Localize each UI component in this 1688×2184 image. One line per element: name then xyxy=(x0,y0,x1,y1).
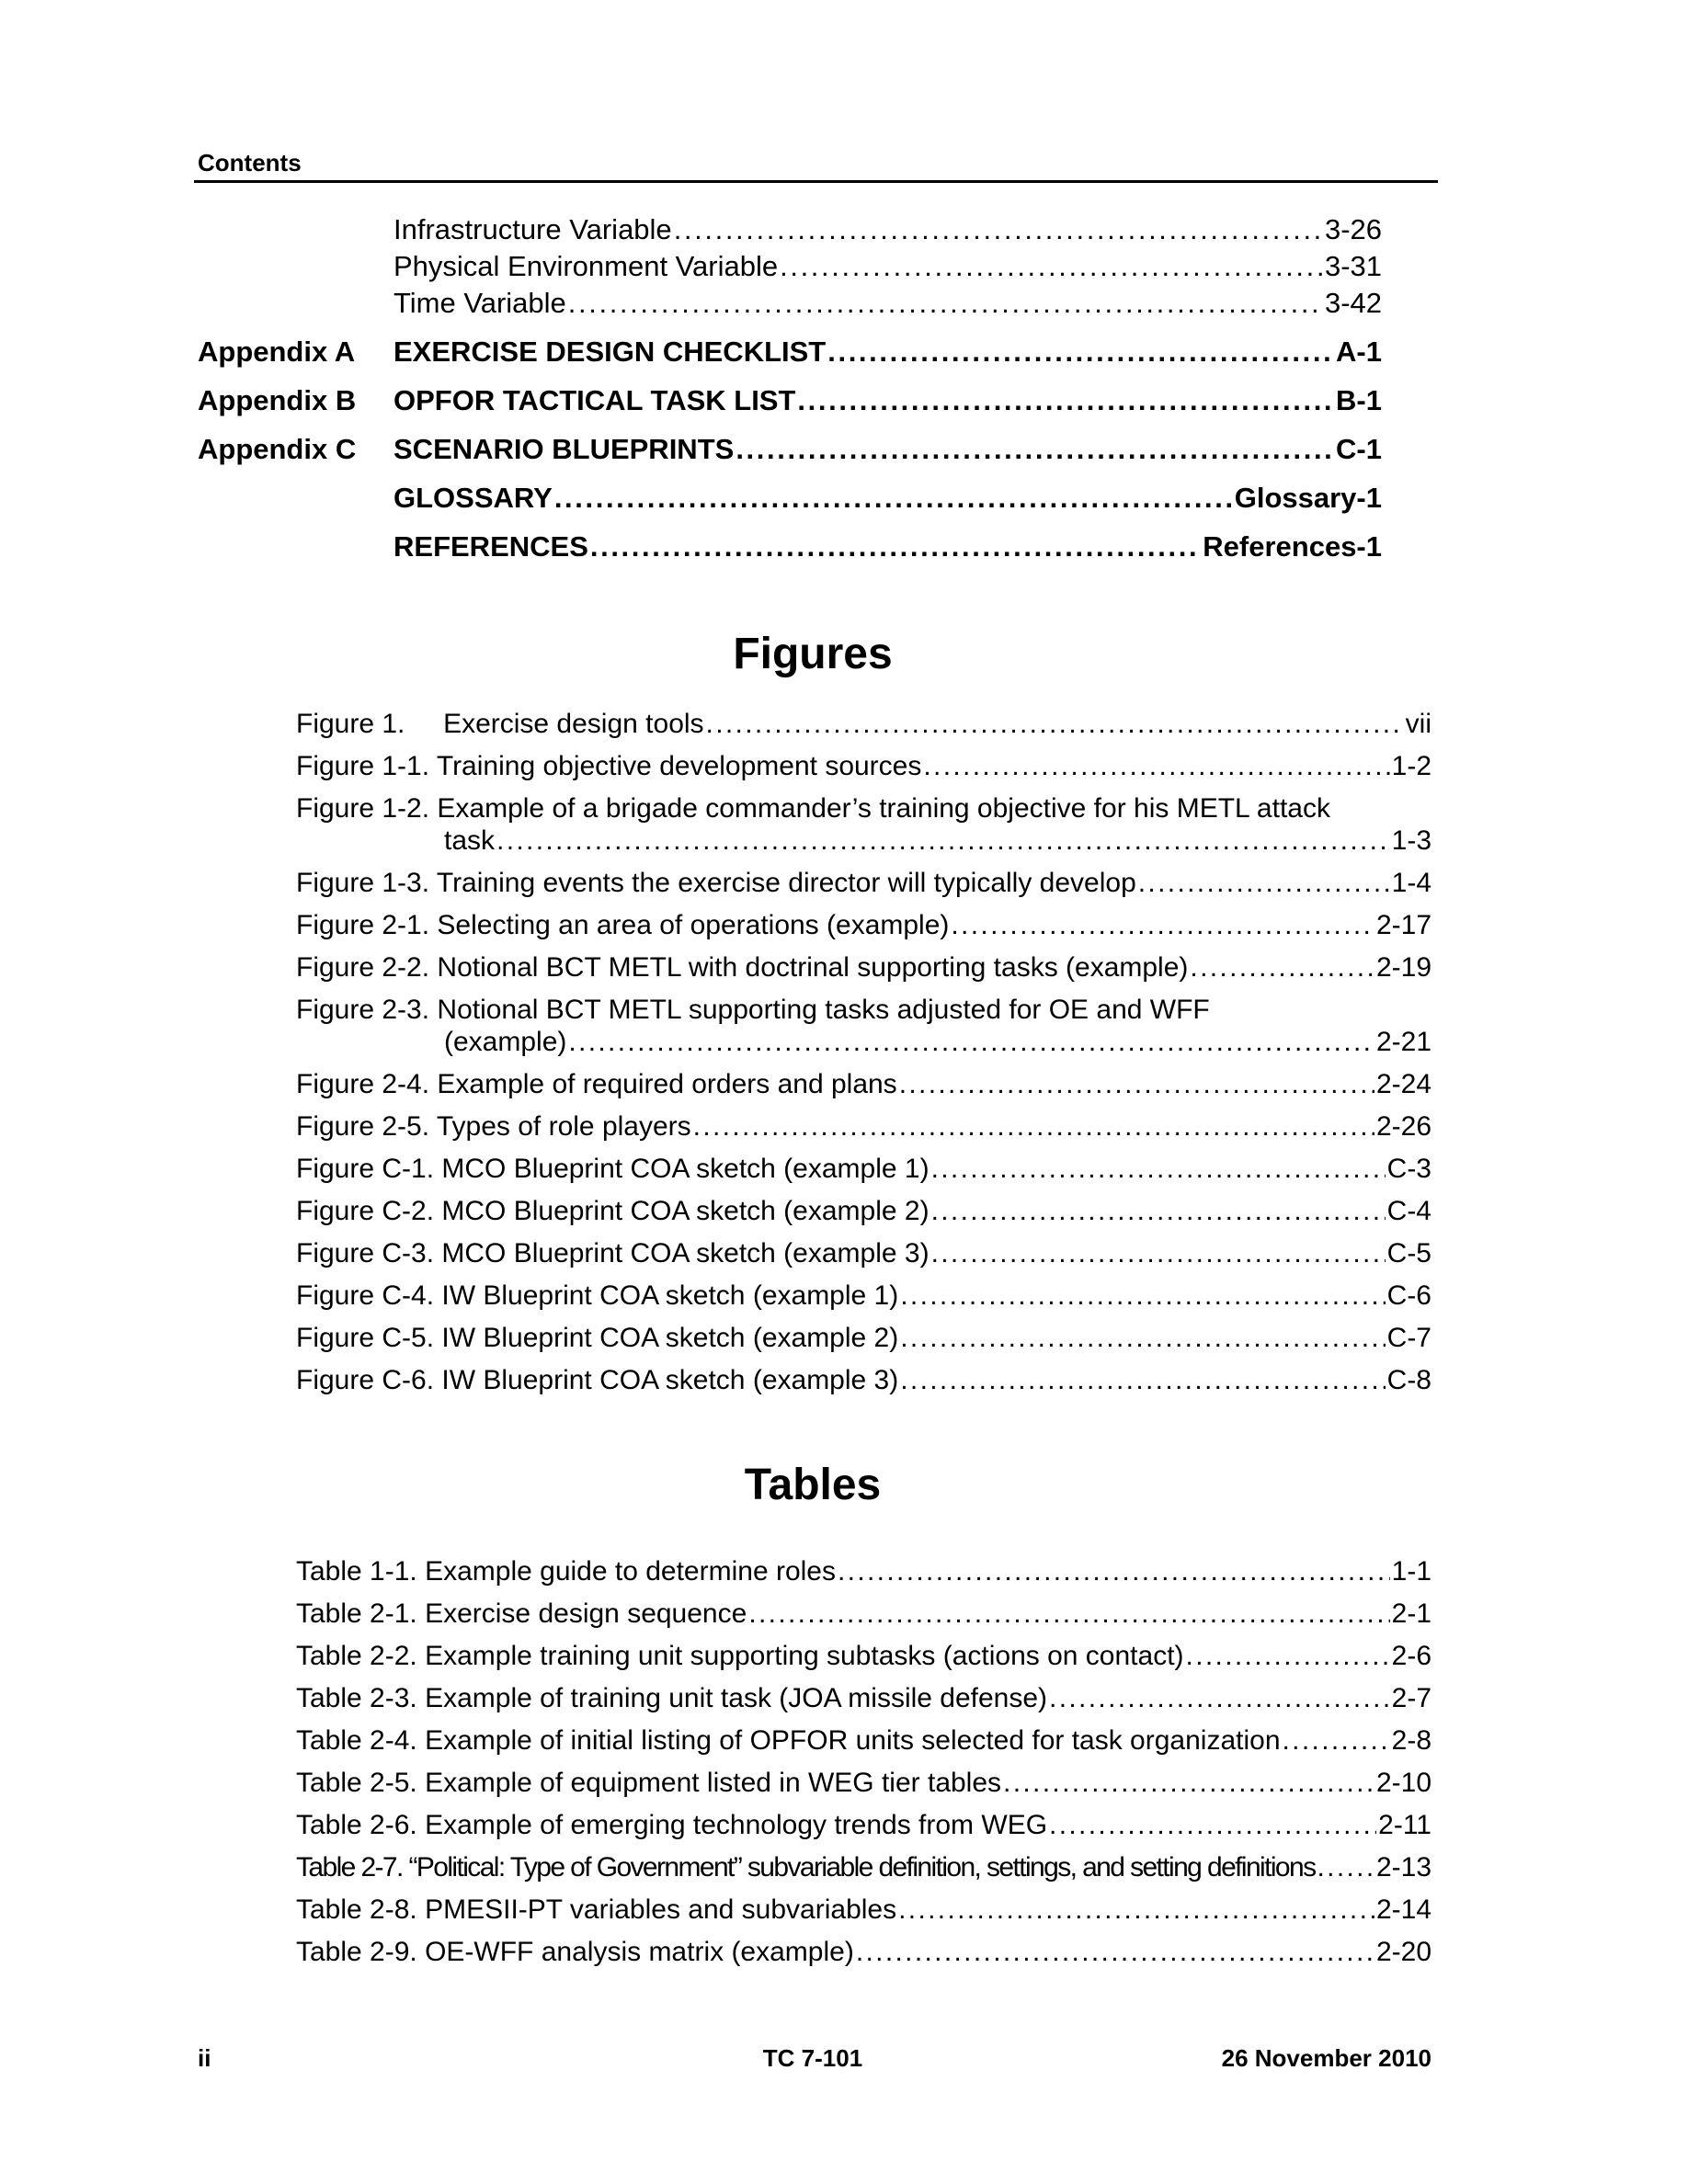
toc-entry-title: REFERENCES xyxy=(393,530,588,563)
toc-entry[interactable] xyxy=(393,384,1382,417)
toc-entry-page: 3-31 xyxy=(1324,250,1382,282)
dot-leader xyxy=(827,336,1334,369)
header-rule xyxy=(194,180,1438,183)
figure-entry-page: 2-17 xyxy=(1375,910,1431,940)
dot-leader xyxy=(1138,868,1390,899)
toc-entry-page: 3-42 xyxy=(1324,287,1382,319)
toc-entry-page: References-1 xyxy=(1203,530,1382,563)
toc-entry[interactable] xyxy=(393,287,1382,320)
dot-leader xyxy=(1049,1810,1376,1841)
table-entry-title: Table 2-4. Example of initial listing of OPFOR units selected for task organization xyxy=(296,1725,1281,1756)
toc-entry[interactable] xyxy=(393,213,1382,246)
figure-entry-page: vii xyxy=(1405,709,1431,739)
table-entry-title: Table 2-6. Example of emerging technology trends from WEG xyxy=(296,1810,1048,1840)
figure-entry-title: Figure 1-3. Training events the exercise director will typically develop xyxy=(296,868,1136,898)
toc-entry-page: B-1 xyxy=(1336,384,1382,416)
dot-leader xyxy=(838,1556,1390,1587)
footer-document-id: TC 7-101 xyxy=(762,2044,863,2072)
figure-entry-page: 1-4 xyxy=(1391,868,1431,898)
figure-entry-page: 2-24 xyxy=(1375,1069,1431,1099)
toc-entry-title: Infrastructure Variable xyxy=(393,213,672,245)
figure-entry-title: (example) xyxy=(444,1027,567,1057)
toc-entry-page: Glossary-1 xyxy=(1234,482,1382,514)
running-header: Contents xyxy=(198,149,302,176)
figure-entry-page: C-3 xyxy=(1386,1154,1431,1184)
figure-entry-title: Figure 2-4. Example of required orders and plans xyxy=(296,1069,897,1099)
table-entry-title: Table 2-2. Example training unit supporting subtasks (actions on contact) xyxy=(296,1641,1184,1671)
table-entry-title: Table 2-1. Exercise design sequence xyxy=(296,1598,747,1629)
figure-entry-title: Figure C-2. MCO Blueprint COA sketch (example 2) xyxy=(296,1196,930,1226)
table-entry-title: Table 2-5. Example of equipment listed in WEG tier tables xyxy=(296,1768,1002,1798)
figure-entry[interactable] xyxy=(296,1238,1431,1269)
figure-entry[interactable] xyxy=(296,1196,1431,1227)
dot-leader xyxy=(496,825,1390,857)
figure-entry-page: 2-21 xyxy=(1375,1027,1431,1057)
figure-entry-title: Figure C-6. IW Blueprint COA sketch (example 3) xyxy=(296,1365,899,1395)
toc-entry[interactable] xyxy=(393,530,1382,563)
figure-entry-title: Figure C-3. MCO Blueprint COA sketch (example 3) xyxy=(296,1238,930,1268)
figure-entry[interactable] xyxy=(296,868,1431,899)
appendix-label: Appendix B xyxy=(198,384,357,416)
figure-entry-title: Figure C-5. IW Blueprint COA sketch (example 2) xyxy=(296,1323,899,1353)
dot-leader xyxy=(900,1323,1385,1354)
table-entry[interactable] xyxy=(296,1852,1431,1883)
appendix-label: Appendix C xyxy=(198,433,357,465)
table-entry-title: Table 2-7. “Political: Type of Government” subvariable definition, settings, and setting definitions xyxy=(296,1852,1316,1883)
toc-entry-page: 3-26 xyxy=(1324,213,1382,245)
toc-entry[interactable] xyxy=(393,433,1382,466)
table-entry[interactable] xyxy=(296,1768,1431,1799)
toc-entry[interactable] xyxy=(393,336,1382,369)
dot-leader xyxy=(568,287,1323,320)
dot-leader xyxy=(951,910,1374,941)
figure-entry-page: C-7 xyxy=(1386,1323,1431,1353)
table-entry-title: Table 2-8. PMESII-PT variables and subvariables xyxy=(296,1894,897,1925)
table-entry-title: Table 2-3. Example of training unit task (JOA missile defense) xyxy=(296,1683,1048,1713)
dot-leader xyxy=(748,1598,1389,1630)
figure-entry[interactable] xyxy=(296,1154,1431,1185)
figure-entry-title-line1: Figure 1-2. Example of a brigade commander’s training objective for his METL attack xyxy=(296,793,1330,824)
table-entry-page: 2-13 xyxy=(1375,1852,1431,1883)
figure-entry-page: C-6 xyxy=(1386,1280,1431,1311)
figure-entry[interactable] xyxy=(296,1365,1431,1396)
figure-entry[interactable] xyxy=(444,1027,1431,1058)
figure-entry-page: C-8 xyxy=(1386,1365,1431,1395)
figure-entry-page: 1-3 xyxy=(1391,825,1431,856)
figure-entry[interactable] xyxy=(296,952,1431,984)
dot-leader xyxy=(856,1937,1374,1968)
footer-page-number: ii xyxy=(198,2044,211,2072)
dot-leader xyxy=(923,751,1389,782)
table-entry[interactable] xyxy=(296,1556,1431,1587)
figure-entry-title: task xyxy=(444,825,496,856)
toc-entry[interactable] xyxy=(393,482,1382,515)
figure-entry-title: Figure 1. Exercise design tools xyxy=(296,709,704,739)
figure-entry[interactable] xyxy=(296,1111,1431,1143)
table-entry[interactable] xyxy=(296,1894,1431,1926)
figure-entry[interactable] xyxy=(296,1069,1431,1100)
dot-leader xyxy=(1186,1641,1390,1672)
dot-leader xyxy=(900,1280,1385,1312)
dot-leader xyxy=(1283,1725,1390,1757)
table-entry[interactable] xyxy=(296,1937,1431,1968)
dot-leader xyxy=(931,1196,1386,1227)
table-entry[interactable] xyxy=(296,1641,1431,1672)
table-entry[interactable] xyxy=(296,1598,1431,1630)
figure-entry-title: Figure C-1. MCO Blueprint COA sketch (example 1) xyxy=(296,1154,930,1184)
dot-leader xyxy=(898,1894,1374,1926)
figure-entry[interactable] xyxy=(296,910,1431,941)
figure-entry-page: C-4 xyxy=(1386,1196,1431,1226)
figure-entry-page: C-5 xyxy=(1386,1238,1431,1268)
table-entry[interactable] xyxy=(296,1725,1431,1757)
appendix-label: Appendix A xyxy=(198,336,356,368)
toc-entry-title: EXERCISE DESIGN CHECKLIST xyxy=(393,336,827,368)
table-entry-title: Table 2-9. OE-WFF analysis matrix (example) xyxy=(296,1937,854,1967)
table-entry-page: 2-14 xyxy=(1375,1894,1431,1925)
footer-date: 26 November 2010 xyxy=(1221,2044,1431,2072)
toc-entry[interactable] xyxy=(393,250,1382,283)
dot-leader xyxy=(1317,1852,1374,1883)
figure-entry-title: Figure C-4. IW Blueprint COA sketch (example 1) xyxy=(296,1280,899,1311)
dot-leader xyxy=(780,250,1323,283)
table-entry-page: 2-6 xyxy=(1391,1641,1431,1671)
figure-entry-title: Figure 2-1. Selecting an area of operations (example) xyxy=(296,910,950,940)
toc-entry-title: OPFOR TACTICAL TASK LIST xyxy=(393,384,796,416)
dot-leader xyxy=(568,1027,1374,1058)
figure-entry[interactable] xyxy=(296,751,1431,782)
figure-entry-page: 2-26 xyxy=(1375,1111,1431,1142)
dot-leader xyxy=(900,1365,1385,1396)
figure-entry[interactable] xyxy=(296,1323,1431,1354)
dot-leader xyxy=(1003,1768,1374,1799)
toc-entry-page: C-1 xyxy=(1336,433,1382,465)
dot-leader xyxy=(1190,952,1374,984)
table-entry-page: 2-7 xyxy=(1391,1683,1431,1713)
toc-entry-page: A-1 xyxy=(1336,336,1382,368)
table-entry-page: 2-10 xyxy=(1375,1768,1431,1798)
table-entry-page: 1-1 xyxy=(1391,1556,1431,1587)
dot-leader xyxy=(931,1154,1386,1185)
figure-entry-title: Figure 2-5. Types of role players xyxy=(296,1111,691,1142)
dot-leader xyxy=(797,384,1334,417)
figure-entry[interactable] xyxy=(296,709,1431,740)
dot-leader xyxy=(693,1111,1374,1143)
table-entry-page: 2-1 xyxy=(1391,1598,1431,1629)
dot-leader xyxy=(931,1238,1386,1269)
table-entry[interactable] xyxy=(296,1810,1431,1841)
figure-entry[interactable] xyxy=(444,825,1431,857)
toc-entry-title: GLOSSARY xyxy=(393,482,553,514)
dot-leader xyxy=(590,530,1201,563)
figure-entry-title-line1: Figure 2-3. Notional BCT METL supporting tasks adjusted for OE and WFF xyxy=(296,995,1210,1025)
table-entry-page: 2-11 xyxy=(1378,1810,1431,1840)
tables-heading: Tables xyxy=(744,1461,882,1509)
dot-leader xyxy=(554,482,1233,515)
table-entry-title: Table 1-1. Example guide to determine roles xyxy=(296,1556,836,1587)
dot-leader xyxy=(1049,1683,1390,1714)
toc-entry-title: Physical Environment Variable xyxy=(393,250,779,282)
figure-entry[interactable] xyxy=(296,1280,1431,1312)
figure-entry-page: 1-2 xyxy=(1391,751,1431,781)
table-entry-page: 2-8 xyxy=(1391,1725,1431,1756)
dot-leader xyxy=(674,213,1323,246)
dot-leader xyxy=(899,1069,1374,1100)
dot-leader xyxy=(706,709,1404,740)
figure-entry-title: Figure 1-1. Training objective development sources xyxy=(296,751,922,781)
toc-entry-title: SCENARIO BLUEPRINTS xyxy=(393,433,735,465)
figure-entry-page: 2-19 xyxy=(1375,952,1431,983)
table-entry-page: 2-20 xyxy=(1375,1937,1431,1967)
table-entry[interactable] xyxy=(296,1683,1431,1714)
figures-heading: Figures xyxy=(733,630,893,678)
dot-leader xyxy=(736,433,1334,466)
figure-entry-title: Figure 2-2. Notional BCT METL with doctrinal supporting tasks (example) xyxy=(296,952,1189,983)
toc-entry-title: Time Variable xyxy=(393,287,566,319)
